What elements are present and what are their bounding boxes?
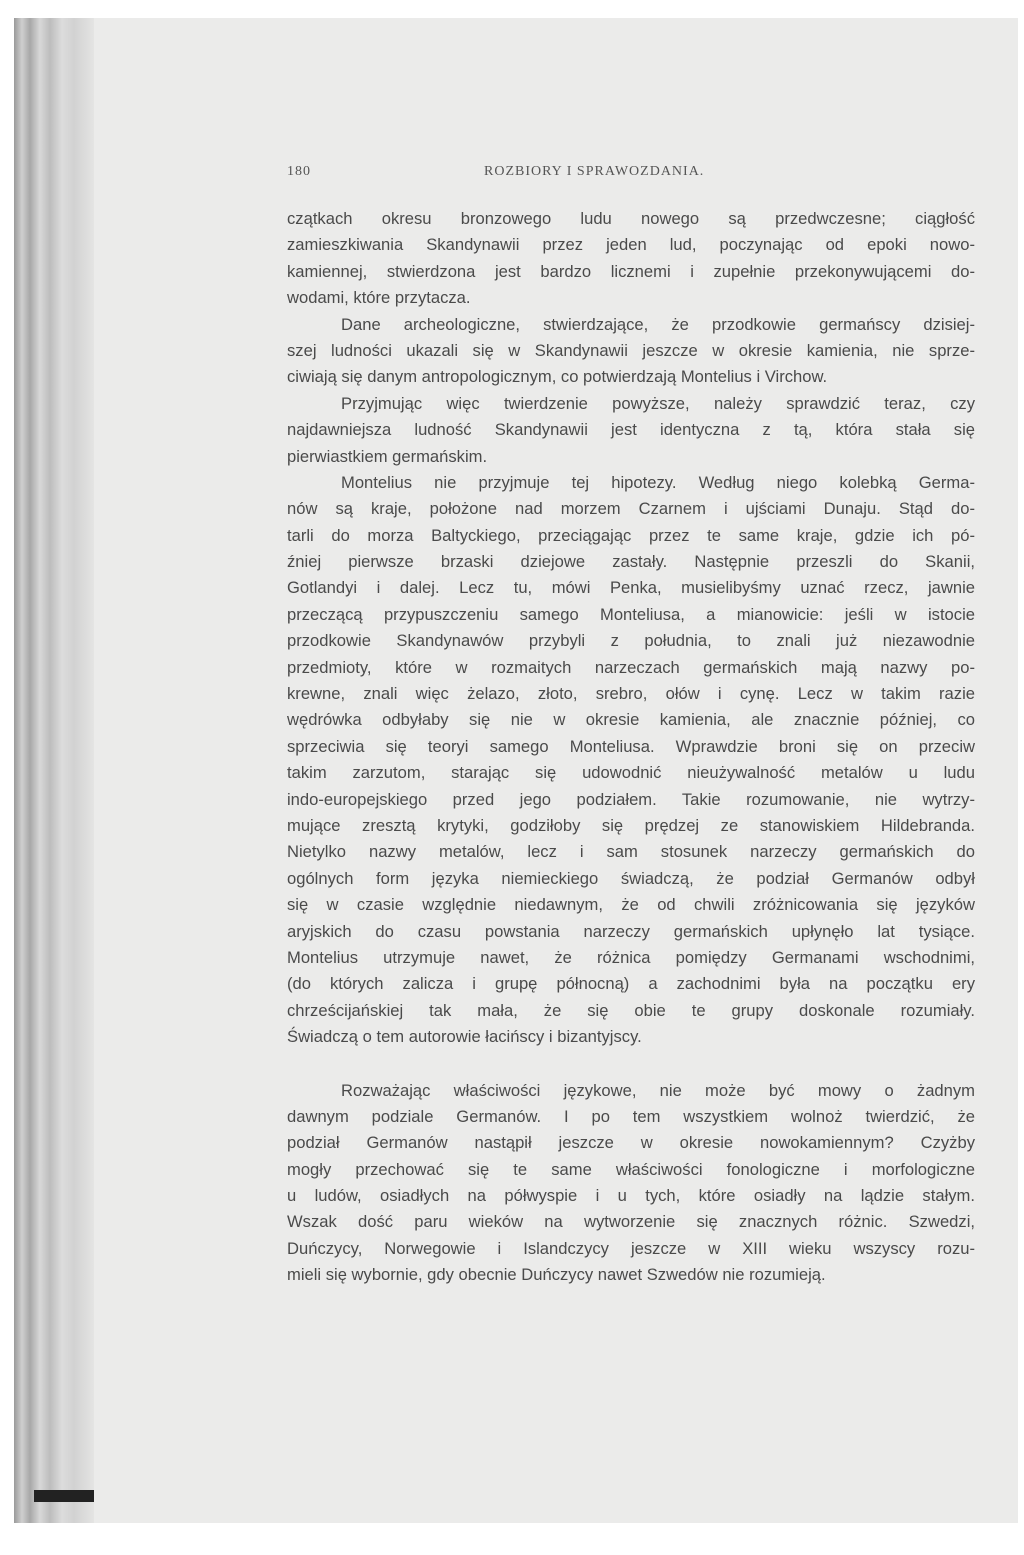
text-line: Montelius nie przyjmuje tej hipotezy. Według niego kolebką Germa- [341, 472, 975, 492]
text-line: Gotlandyi i dalej. Lecz tu, mówi Penka, musielibyśmy uznać rzecz, jawnie [287, 578, 975, 598]
text-line: Rozważając właściwości językowe, nie może być mowy o żadnym [341, 1080, 975, 1100]
text-line: sprzeciwia się teoryi samego Monteliusa. Wprawdzie broni się on przeciw [287, 736, 975, 756]
paragraph [287, 206, 975, 312]
text-line: (do których zalicza i grupę północną) a zachodnimi była na początku ery [287, 974, 975, 994]
text-line: wodami, które przytacza. [287, 288, 471, 308]
text-line: ogólnych form języka niemieckiego świadczą, że podział Germanów odbył [287, 868, 975, 888]
paragraph [287, 1078, 975, 1289]
text-line: czątkach okresu bronzowego ludu nowego są przedwczesne; ciągłość [287, 209, 975, 228]
text-line: Świadczą o tem autorowie łacińscy i bizantyjscy. [287, 1027, 642, 1047]
running-title: ROZBIORY I SPRAWOZDANIA. [484, 164, 705, 179]
text-line: Dane archeologiczne, stwierdzające, że przodkowie germańscy dzisiej- [341, 314, 975, 334]
text-line: mieli się wybornie, gdy obecnie Duńczycy nawet Szwedów nie rozumieją. [287, 1265, 826, 1285]
text-line: Nietylko nazwy metalów, lecz i sam stosunek narzeczy germańskich do [287, 842, 975, 862]
text-line: Wszak dość paru wieków na wytworzenie się znacznych różnic. Szwedzi, [287, 1212, 975, 1232]
paragraph [287, 312, 975, 391]
text-line: takim zarzutom, starając się udowodnić nieużywalność metalów u ludu [287, 763, 975, 783]
text-line: ciwiają się danym antropologicznym, co potwierdzają Montelius i Virchow. [287, 367, 828, 387]
text-line: chrześcijańskiej tak mała, że się obie te grupy doskonale rozumiały. [287, 1000, 975, 1020]
text-line: tarli do morza Baltyckiego, przeciągając przez te same kraje, gdzie ich pó- [287, 525, 975, 545]
text-line: pierwiastkiem germańskim. [287, 446, 488, 466]
text-line: nów są kraje, położone nad morzem Czarnem i ujściami Dunaju. Stąd do- [287, 499, 975, 519]
text-line: się w czasie względnie niedawnym, że od chwili zróżnicowania się języków [287, 895, 975, 915]
text-line: źniej pierwsze brzaski dziejowe zastały. Następnie przeszli do Skanii, [287, 552, 975, 572]
text-line: przodkowie Skandynawów przybyli z południa, to znali już niezawodnie [287, 631, 975, 651]
page-number: 180 [287, 164, 311, 179]
text-line: kamiennej, stwierdzona jest bardzo licznemi i zupełnie przekonywującemi do- [287, 261, 975, 281]
text-line: zamieszkiwania Skandynawii przez jeden lud, poczynając od epoki nowo- [287, 235, 975, 255]
text-line: przeczącą przypuszczeniu samego Monteliusa, a mianowicie: jeśli w istocie [287, 604, 975, 624]
text-line: mogły przechować się te same właściwości fonologiczne i morfologiczne [287, 1159, 975, 1179]
paragraph [287, 470, 975, 1051]
text-line: Duńczycy, Norwegowie i Islandczycy jeszcze w XIII wieku wszyscy rozu- [287, 1238, 975, 1258]
text-line: mujące zresztą krytyki, godziłoby się prędzej ze stanowiskiem Hildebranda. [287, 815, 975, 835]
text-line: u ludów, osiadłych na półwyspie i u tych, które osiadły na lądzie stałym. [287, 1186, 975, 1206]
book-binding-edge [14, 18, 94, 1523]
text-line: wędrówka odbyłaby się nie w okresie kamienia, ale znacznie później, co [287, 710, 975, 730]
text-line: przedmioty, które w rozmaitych narzeczach germańskich mają nazwy po- [287, 657, 975, 677]
text-line: indo-europejskiego przed jego podziałem. Takie rozumowanie, nie wytrzy- [287, 789, 975, 809]
text-line: aryjskich do czasu powstania narzeczy germańskich upłynęło lat tysiące. [287, 921, 975, 941]
text-line: najdawniejsza ludność Skandynawii jest identyczna z tą, która stała się [287, 420, 975, 440]
text-line: dawnym podziale Germanów. I po tem wszystkiem wolnoż twierdzić, że [287, 1106, 975, 1126]
paragraph [287, 391, 975, 470]
text-line: podział Germanów nastąpił jeszcze w okresie nowokamiennym? Czyżby [287, 1133, 975, 1153]
scan-edge-mark [34, 1490, 94, 1502]
page-header [287, 164, 975, 184]
text-line: Montelius utrzymuje nawet, że różnica pomiędzy Germanami wschodnimi, [287, 947, 975, 967]
body-text [287, 206, 975, 1289]
text-line: krewne, znali więc żelazo, złoto, srebro, ołów i cynę. Lecz w takim razie [287, 684, 975, 704]
text-line: Przyjmując więc twierdzenie powyższe, należy sprawdzić teraz, czy [341, 393, 975, 413]
text-line: szej ludności ukazali się w Skandynawii jeszcze w okresie kamienia, nie sprze- [287, 340, 975, 360]
